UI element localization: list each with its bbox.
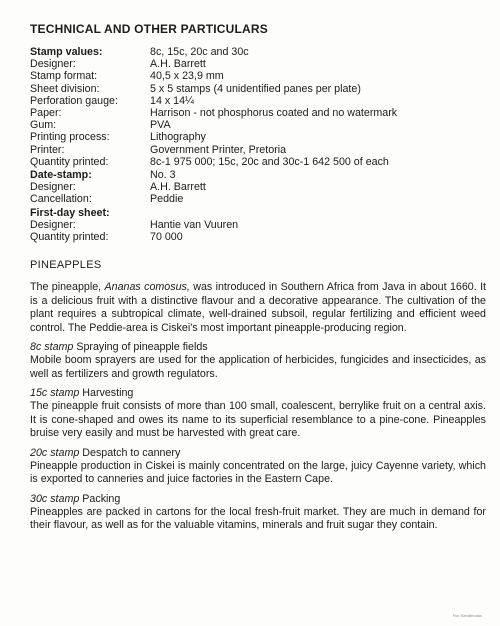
spec-label: Designer: bbox=[30, 218, 76, 231]
stamp-value: 20c stamp bbox=[30, 446, 80, 459]
spec-row bbox=[30, 144, 486, 156]
spec-label: Designer: bbox=[30, 58, 76, 71]
spec-label: First-day sheet: bbox=[30, 206, 110, 219]
stamp-description: Pineapples are packed in cartons for the local fresh-fruit market. They are much in demand for their flavour, as well as for the valuable vitamins, minerals and fruit sugar they contain. bbox=[30, 505, 486, 532]
spec-value: Harrison - not phosphorus coated and no watermark bbox=[150, 107, 398, 120]
spec-value: Peddie bbox=[150, 193, 184, 206]
stamp-title: Harvesting bbox=[79, 387, 134, 400]
intro-paragraph bbox=[30, 281, 486, 335]
stamp-value: 30c stamp bbox=[30, 492, 80, 505]
spec-label: Stamp format: bbox=[30, 70, 98, 83]
spec-value: 5 x 5 stamps (4 unidentified panes per plate) bbox=[150, 82, 361, 95]
spec-value: PVA bbox=[150, 119, 171, 132]
species-name: Ananas comosus, bbox=[104, 281, 190, 294]
spec-label: Date-stamp: bbox=[30, 169, 92, 182]
stamp-title: Despatch to cannery bbox=[79, 446, 181, 459]
stamp-value: 15c stamp bbox=[30, 387, 80, 400]
spec-label: Stamp values: bbox=[30, 46, 103, 58]
spec-label: Quantity printed: bbox=[30, 155, 109, 168]
spec-row bbox=[30, 58, 486, 70]
spec-row bbox=[30, 83, 486, 95]
spec-row bbox=[30, 193, 486, 205]
spec-label: Printer: bbox=[30, 143, 65, 156]
spec-label: Designer: bbox=[30, 181, 76, 194]
stamp-title: Packing bbox=[79, 492, 121, 505]
stamp-heading bbox=[30, 447, 486, 460]
spec-row bbox=[30, 156, 486, 168]
spec-row bbox=[30, 119, 486, 131]
spec-label: Cancellation: bbox=[30, 193, 92, 206]
spec-label: Quantity printed: bbox=[30, 231, 109, 244]
spec-row bbox=[30, 46, 486, 58]
spec-row bbox=[30, 181, 486, 193]
first-day-sheet-specs bbox=[30, 207, 486, 244]
spec-value: A.H. Barrett bbox=[150, 181, 206, 194]
spec-value: 8c-1 975 000; 15c, 20c and 30c-1 642 500 of each bbox=[150, 155, 389, 168]
spec-label: Printing process: bbox=[30, 131, 110, 144]
spec-value: 14 x 14¼ bbox=[150, 94, 194, 107]
footer-credit: Fun Sandbrooks bbox=[452, 613, 482, 618]
spec-row bbox=[30, 107, 486, 119]
intro-text-start: The pineapple, bbox=[30, 281, 105, 294]
spec-label: Gum: bbox=[30, 119, 57, 132]
stamp-specs bbox=[30, 46, 486, 168]
stamp-heading bbox=[30, 341, 486, 354]
spec-value: 40,5 x 23,9 mm bbox=[150, 70, 224, 83]
stamp-description: Mobile boom sprayers are used for the application of herbicides, fungicides and insecticides, as well as fertilizers and growth regulators. bbox=[30, 354, 486, 380]
stamp-descriptions bbox=[30, 341, 486, 533]
spec-value: 8c, 15c, 20c and 30c bbox=[150, 46, 249, 58]
spec-value: Hantie van Vuuren bbox=[150, 218, 239, 231]
spec-value: A.H. Barrett bbox=[150, 58, 206, 71]
spec-row bbox=[30, 70, 486, 82]
spec-label: Perforation gauge: bbox=[30, 94, 118, 107]
spec-value: Government Printer, Pretoria bbox=[150, 143, 287, 156]
spec-row bbox=[30, 219, 486, 231]
spec-label: Sheet division: bbox=[30, 82, 100, 95]
page-heading: TECHNICAL AND OTHER PARTICULARS bbox=[30, 22, 268, 36]
spec-row bbox=[30, 207, 486, 219]
stamp-heading bbox=[30, 387, 486, 400]
stamp-value: 8c stamp bbox=[30, 341, 74, 354]
stamp-title: Spraying of pineapple fields bbox=[73, 341, 208, 354]
stamp-heading bbox=[30, 493, 486, 506]
spec-label: Paper: bbox=[30, 107, 62, 120]
spec-row bbox=[30, 231, 486, 243]
spec-value: Lithography bbox=[150, 131, 206, 144]
spec-row bbox=[30, 131, 486, 143]
spec-value: 70 000 bbox=[150, 231, 183, 244]
section-title: PINEAPPLES bbox=[30, 259, 102, 272]
stamp-description: The pineapple fruit consists of more than 100 small, coalescent, berrylike fruit on a central axis. It is cone-shaped and owes its name to its superficial resemblance to a pine-cone. Pineapples bruise very easily and must be harvested with great care. bbox=[30, 400, 486, 440]
intro-text-end: was introduced in Southern Africa from Java in about 1660. It is a delicious fruit with a distinctive flavour and a decorative appearance. The cultivation of the plant requires a subtropical climate, well-drained subsoil, regular fertilizing and efficient weed control. The Peddie-area is Ciskei's most important pineapple-producing region. bbox=[30, 281, 487, 334]
spec-row bbox=[30, 95, 486, 107]
document-page bbox=[30, 22, 486, 539]
spec-value: No. 3 bbox=[150, 169, 176, 182]
spec-value bbox=[150, 207, 486, 219]
stamp-description: Pineapple production in Ciskei is mainly concentrated on the large, juicy Cayenne variety, which is exported to canneries and juice factories in the Eastern Cape. bbox=[30, 459, 486, 486]
spec-row bbox=[30, 169, 486, 181]
specifications bbox=[30, 46, 486, 243]
datestamp-specs bbox=[30, 169, 486, 206]
